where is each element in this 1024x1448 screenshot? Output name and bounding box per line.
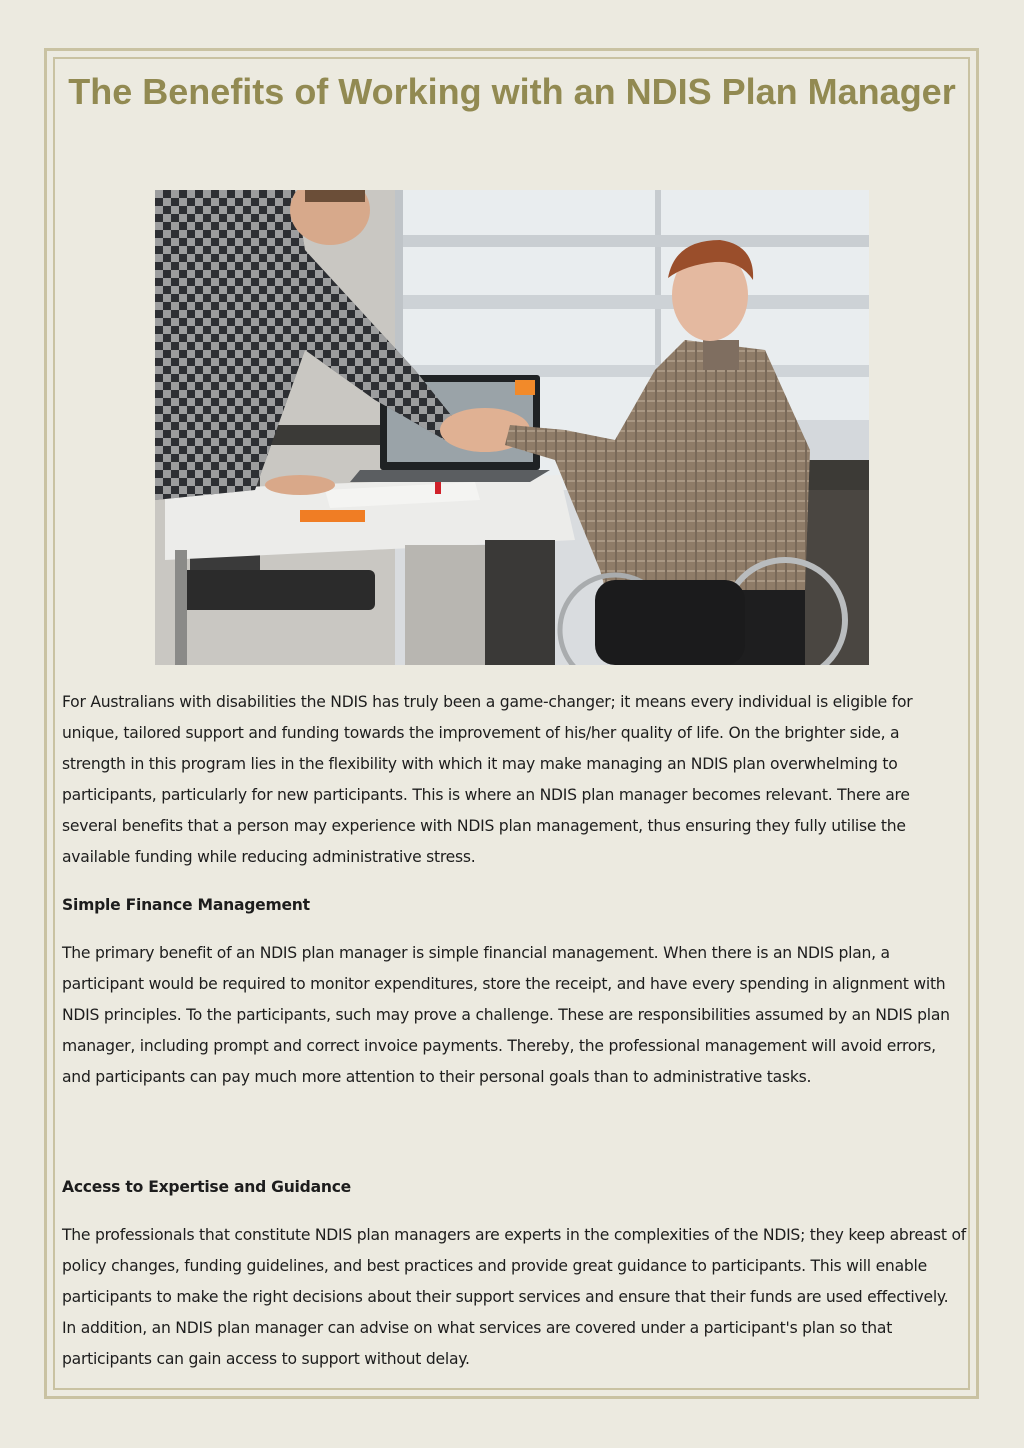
section-body-expertise: The professionals that constitute NDIS plan managers are experts in the complexities of the NDIS; they keep abreast of policy changes, funding guidelines, and best practices and provide great guidance to participants. This will enable participants to make the right decisions about their support services and ensure that their funds are used effectively. In addition, an NDIS plan manager can advise on what services are covered under a participant's plan so that participants can gain access to support without delay.	[62, 1226, 966, 1368]
article-body	[62, 687, 967, 1375]
section-body-finance: The primary benefit of an NDIS plan manager is simple financial management. When there is an NDIS plan, a participant would be required to monitor expenditures, store the receipt, and have every spending in alignment with NDIS principles. To the participants, such may prove a challenge. These are responsibilities assumed by an NDIS plan manager, including prompt and correct invoice payments. Thereby, the professional management will avoid errors, and participants can pay much more attention to their personal goals than to administrative tasks.	[62, 944, 950, 1086]
handshake-photo	[155, 190, 869, 665]
handshake-illustration	[155, 190, 869, 665]
intro-paragraph: For Australians with disabilities the NDIS has truly been a game-changer; it means every individual is eligible for unique, tailored support and funding towards the improvement of his/her quality of life. On the brighter side, a strength in this program lies in the flexibility with which it may make managing an NDIS plan overwhelming to participants, particularly for new participants. This is where an NDIS plan manager becomes relevant. There are several benefits that a person may experience with NDIS plan management, thus ensuring they fully utilise the available funding while reducing administrative stress.	[62, 693, 913, 866]
page-title: The Benefits of Working with an NDIS Plan Manager	[68, 71, 956, 112]
section-heading-finance: Simple Finance Management	[62, 896, 310, 914]
section-heading-expertise: Access to Expertise and Guidance	[62, 1178, 352, 1196]
